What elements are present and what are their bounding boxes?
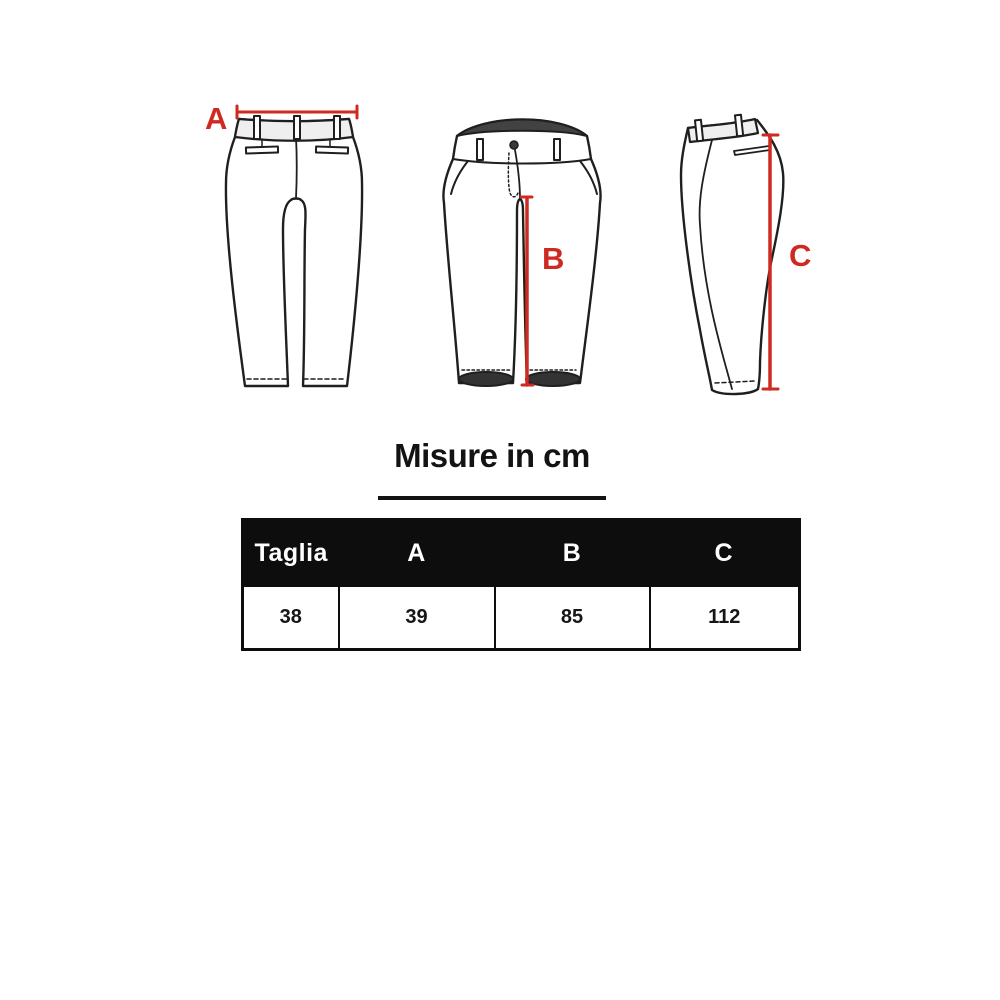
column-header-a: A [339,520,495,587]
pants-body [681,120,783,394]
size-table-header-row [243,520,800,587]
pants-front-outline [443,120,600,387]
center-back-seam [296,137,297,198]
waist-button [510,141,518,149]
measure-label-b: B [542,241,565,276]
pants-side-outline [681,115,783,394]
measure-label-a: A [205,101,228,136]
size-value-b: 85 [495,586,650,650]
column-header-b: B [495,520,650,587]
size-value-taglia: 38 [243,586,339,650]
size-value-a: 39 [339,586,495,650]
pants-body [443,120,600,384]
pants-body [226,119,362,386]
size-guide-title: Misure in cm [394,437,590,474]
pants-front-view-drawing [430,95,620,405]
column-header-c: C [650,520,800,587]
pants-back-view-drawing [190,95,395,405]
size-table [241,518,801,651]
pants-back-outline [226,116,362,386]
measure-label-c: C [789,238,812,273]
size-table-row [243,586,800,650]
size-value-c: 112 [650,586,800,650]
leg-openings [459,372,580,386]
column-header-taglia: Taglia [243,520,339,587]
pants-side-view-drawing [660,100,805,405]
title-underline [378,496,606,500]
